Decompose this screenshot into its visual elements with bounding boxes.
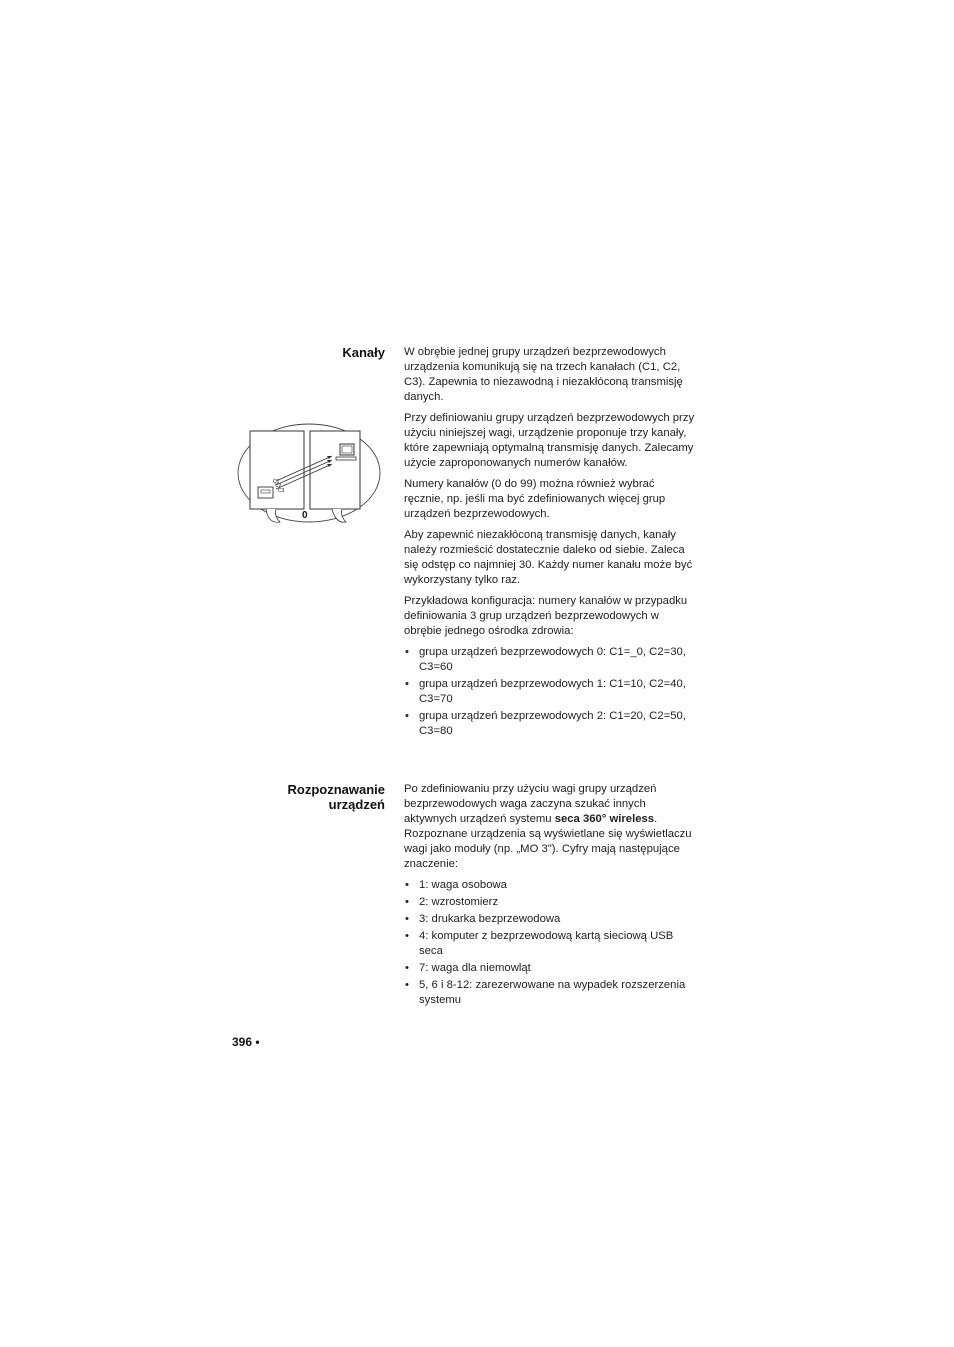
recognition-content <box>404 782 696 1014</box>
channel-label-c1: C1 <box>273 479 280 485</box>
list-item: • 3: drukarka bezprzewodowa <box>405 913 561 925</box>
group-label: 0 <box>302 510 308 521</box>
list-item: • 7: waga dla niemowląt <box>405 962 531 974</box>
module-codes-list <box>404 878 696 1008</box>
paragraph: Przy definiowaniu grupy urządzeń bezprzewodowych przy użyciu niniejszej wagi, urządzenie proponuje trzy kanały, które zapewniają optymalną transmisję danych. Zalecamy użycie zaproponowanych numerów kanałów. <box>404 412 695 469</box>
product-name: seca 360° wireless <box>554 813 655 825</box>
room-right <box>310 431 360 509</box>
list-item: • grupa urządzeń bezprzewodowych 1: C1=10, C2=40, C3=70 <box>405 678 686 705</box>
channels-content <box>404 345 696 745</box>
computer-keyboard-icon <box>336 457 356 460</box>
list-item: • grupa urządzeń bezprzewodowych 2: C1=20, C2=50, C3=80 <box>405 710 686 737</box>
channel-config-list <box>404 645 696 739</box>
wireless-group-diagram <box>236 420 382 532</box>
paragraph: Przykładowa konfiguracja: numery kanałów w przypadku definiowania 3 grup urządzeń bezprzewodowych w obrębie jednego ośrodka zdrowia: <box>404 595 688 637</box>
paragraph: Numery kanałów (0 do 99) można również wybrać ręcznie, np. jeśli ma być zdefiniowanych więcej grup urządzeń bezprzewodowych. <box>404 478 666 520</box>
list-item: • 4: komputer z bezprzewodową kartą sieciową USB seca <box>405 930 674 957</box>
door-left <box>266 509 280 522</box>
paragraph: Aby zapewnić niezakłóconą transmisję danych, kanały należy rozmieścić dostatecznie daleko od siebie. Zaleca się odstęp co najmniej 30. Każdy numer kanału może być wykorzystany tylko raz. <box>404 529 693 586</box>
section-heading-recognition: Rozpoznawanie urządzeń <box>287 782 385 812</box>
paragraph: Po zdefiniowaniu przy użyciu wagi grupy urządzeń bezprzewodowych waga zaczyna szukać innych aktywnych urządzeń systemu seca 360° wireless. Rozpoznane urządzenia są wyświetlane się wyświetlaczu wagi jako moduły (np. „MO 3"). Cyfry mają następujące znaczenie: <box>404 783 692 870</box>
channel-label-c3: C3 <box>278 488 285 494</box>
section-heading-channels: Kanały <box>342 345 385 360</box>
list-item: • grupa urządzeń bezprzewodowych 0: C1=_0, C2=30, C3=60 <box>405 646 686 673</box>
list-item: • 1: waga osobowa <box>405 879 507 891</box>
channel-label-c2: C2 <box>275 483 282 489</box>
list-item: • 2: wzrostomierz <box>405 896 499 908</box>
paragraph: W obrębie jednej grupy urządzeń bezprzewodowych urządzenia komunikują się na trzech kanałach (C1, C2, C3). Zapewnia to niezawodną i niezakłóconą transmisję danych. <box>404 346 683 403</box>
list-item: • 5, 6 i 8-12: zarezerwowane na wypadek rozszerzenia systemu <box>405 979 686 1006</box>
page-number: 396 • <box>232 1035 260 1049</box>
